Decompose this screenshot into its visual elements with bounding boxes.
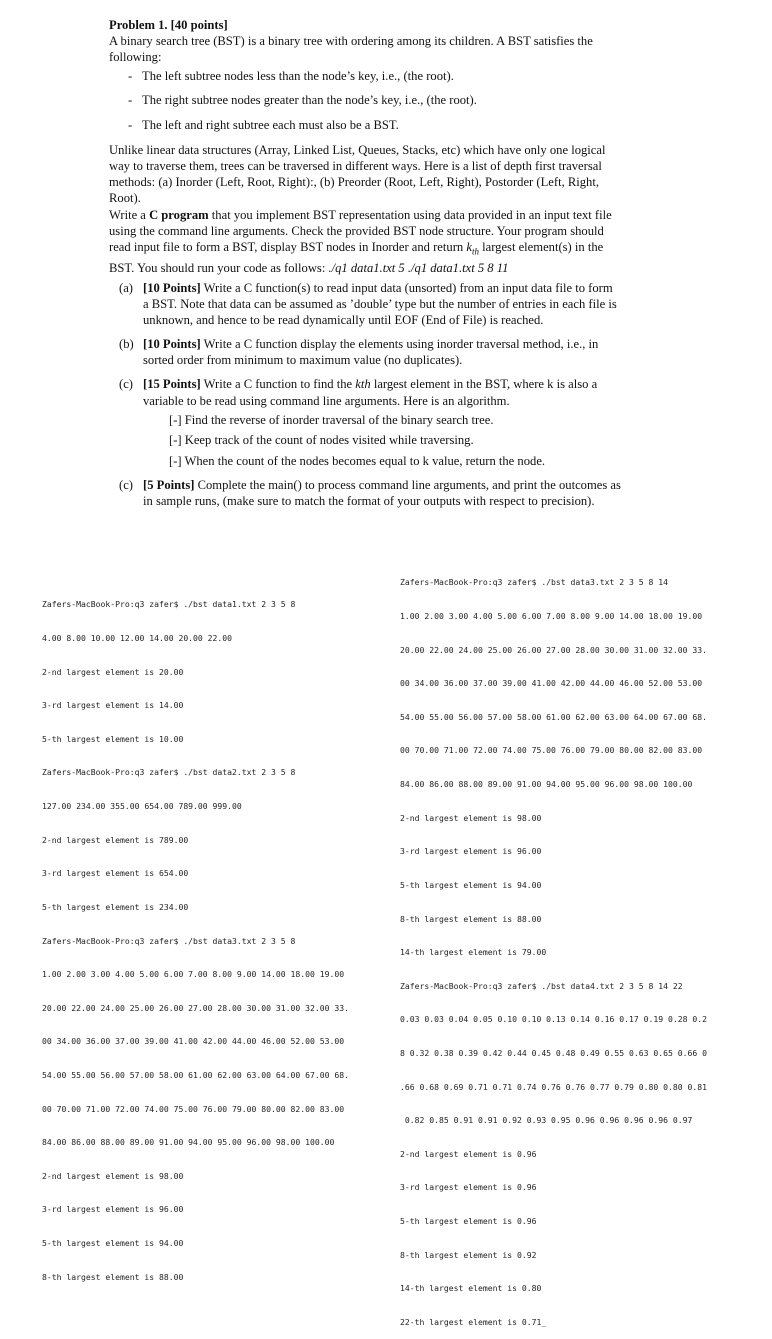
task-text-rest: that you implement BST representation using data provided in an input text file using the command line arguments. Check the provided BST node structure. Your program should read input file to form a BST, display BST nodes in Inorder and return bbox=[109, 207, 612, 254]
subtask-points: [5 Points] bbox=[143, 477, 195, 492]
terminal-line: 20.00 22.00 24.00 25.00 26.00 27.00 28.00 30.00 31.00 32.00 33. bbox=[400, 644, 707, 655]
subtasks bbox=[109, 280, 621, 509]
terminal-line: 2-nd largest element is 0.96 bbox=[400, 1148, 537, 1159]
terminal-line: Zafers-MacBook-Pro:q3 zafer$ ./bst data3.txt 2 3 5 8 bbox=[42, 935, 296, 946]
bst-properties-list bbox=[109, 68, 621, 134]
subtask-text: Write a C function(s) to read input data (unsorted) from an input data file to form a BST. Note that data can be assumed as ’double’ type but the number of entries in each file is unknown, and hence to be read dynamically until EOF (End of File) is reached. bbox=[143, 280, 617, 328]
kth-math-k: k bbox=[466, 239, 472, 254]
kth-math-subscript: th bbox=[471, 246, 479, 257]
subtask-c-main bbox=[109, 477, 621, 509]
subtask-points: [10 Points] bbox=[143, 280, 201, 295]
intro-paragraph: A binary search tree (BST) is a binary tree with ordering among its children. A BST satisfies the following: bbox=[109, 34, 593, 65]
terminal-line: 3-rd largest element is 0.96 bbox=[400, 1182, 537, 1193]
terminal-line: 3-rd largest element is 654.00 bbox=[42, 868, 189, 879]
terminal-line: 5-th largest element is 10.00 bbox=[42, 733, 184, 744]
terminal-line: 14-th largest element is 79.00 bbox=[400, 947, 547, 958]
list-item: - The left subtree nodes less than the node’s key, i.e., (the root). bbox=[128, 68, 621, 84]
subtask-text-after: largest element in the BST, where k is also a variable to be read using command line arguments. Here is an algorithm. bbox=[143, 377, 598, 408]
subtask-a bbox=[109, 280, 621, 329]
subtask-label: (c) bbox=[119, 477, 133, 492]
terminal-line: 5-th largest element is 94.00 bbox=[42, 1237, 184, 1248]
algorithm-step: [-] Find the reverse of inorder traversal of the binary search tree. bbox=[169, 412, 494, 427]
terminal-line: 2-nd largest element is 98.00 bbox=[400, 812, 542, 823]
task-paragraph bbox=[109, 207, 621, 276]
terminal-line: 00 34.00 36.00 37.00 39.00 41.00 42.00 44.00 46.00 52.00 53.00 bbox=[400, 678, 703, 689]
terminal-line: 5-th largest element is 94.00 bbox=[400, 879, 542, 890]
terminal-line: 54.00 55.00 56.00 57.00 58.00 61.00 62.00 63.00 64.00 67.00 68. bbox=[400, 711, 707, 722]
terminal-line: 8-th largest element is 88.00 bbox=[400, 913, 542, 924]
subtask-points: [10 Points] bbox=[143, 337, 201, 352]
subtask-text: Write a C function to find the bbox=[200, 377, 356, 392]
c-program-emphasis: C program bbox=[149, 207, 209, 222]
terminal-line: Zafers-MacBook-Pro:q3 zafer$ ./bst data2.txt 2 3 5 8 bbox=[42, 767, 296, 778]
terminal-line: 8-th largest element is 0.92 bbox=[400, 1249, 537, 1260]
run-command: ./q1 data1.txt 5 ./q1 data1.txt 5 8 11 bbox=[328, 260, 509, 275]
list-item: - The left and right subtree each must also be a BST. bbox=[128, 117, 621, 133]
terminal-output-left bbox=[42, 577, 394, 1294]
terminal-line: Zafers-MacBook-Pro:q3 zafer$ ./bst data1.txt 2 3 5 8 bbox=[42, 599, 296, 610]
terminal-line: Zafers-MacBook-Pro:q3 zafer$ ./bst data3.txt 2 3 5 8 14 bbox=[400, 577, 669, 588]
terminal-line: 4.00 8.00 10.00 12.00 14.00 20.00 22.00 bbox=[42, 633, 233, 644]
terminal-line: 54.00 55.00 56.00 57.00 58.00 61.00 62.00 63.00 64.00 67.00 68. bbox=[42, 1069, 349, 1080]
terminal-line: 2-nd largest element is 789.00 bbox=[42, 834, 189, 845]
task-text-rest2: largest element(s) in the BST. You should run your code as follows: bbox=[109, 239, 604, 275]
subtask-label: (c) bbox=[119, 377, 133, 392]
terminal-line: 1.00 2.00 3.00 4.00 5.00 6.00 7.00 8.00 9.00 14.00 18.00 19.00 bbox=[42, 969, 345, 980]
terminal-line: Zafers-MacBook-Pro:q3 zafer$ ./bst data4.txt 2 3 5 8 14 22 bbox=[400, 980, 683, 991]
task-text: Write a bbox=[109, 207, 150, 222]
terminal-line: 8 0.32 0.38 0.39 0.42 0.44 0.45 0.48 0.49 0.55 0.63 0.65 0.66 0 bbox=[400, 1047, 707, 1058]
terminal-line: 5-th largest element is 234.00 bbox=[42, 901, 189, 912]
traversal-paragraph: Unlike linear data structures (Array, Linked List, Queues, Stacks, etc) which have only one logical way to traverse them, trees can be traversed in different ways. Here is a list of depth first traversal methods: (a) Inorder (Left, Root, Right):, (b) Preorder (Root, Left, Right), Postorder (Left, Right, Root). bbox=[109, 142, 606, 206]
terminal-line: 3-rd largest element is 14.00 bbox=[42, 700, 184, 711]
subtask-label: (a) bbox=[119, 280, 133, 295]
subtask-label: (b) bbox=[119, 337, 134, 352]
subtask-b bbox=[109, 336, 621, 368]
terminal-line: 00 70.00 71.00 72.00 74.00 75.00 76.00 79.00 80.00 82.00 83.00 bbox=[400, 745, 703, 756]
algorithm-step: [-] When the count of the nodes becomes equal to k value, return the node. bbox=[169, 453, 546, 468]
subtask-c bbox=[109, 376, 621, 468]
terminal-line: 127.00 234.00 355.00 654.00 789.00 999.00 bbox=[42, 801, 242, 812]
problem-title: Problem 1. [40 points] bbox=[109, 18, 228, 32]
terminal-line: 00 70.00 71.00 72.00 74.00 75.00 76.00 79.00 80.00 82.00 83.00 bbox=[42, 1103, 345, 1114]
kth-math: kth bbox=[355, 377, 371, 392]
terminal-line: 84.00 86.00 88.00 89.00 91.00 94.00 95.00 96.00 98.00 100.00 bbox=[42, 1137, 335, 1148]
terminal-output-right bbox=[400, 555, 758, 1339]
terminal-line: 2-nd largest element is 98.00 bbox=[42, 1170, 184, 1181]
problem-document bbox=[109, 17, 621, 517]
terminal-line: 22-th largest element is 0.71_ bbox=[400, 1316, 547, 1327]
list-item: - The right subtree nodes greater than the node’s key, i.e., (the root). bbox=[128, 92, 621, 108]
subtask-text: Write a C function display the elements using inorder traversal method, i.e., in sorted order from minimum to maximum value (no duplicates). bbox=[143, 337, 599, 368]
terminal-line: 5-th largest element is 0.96 bbox=[400, 1215, 537, 1226]
terminal-line: 14-th largest element is 0.80 bbox=[400, 1283, 542, 1294]
terminal-line: 20.00 22.00 24.00 25.00 26.00 27.00 28.00 30.00 31.00 32.00 33. bbox=[42, 1002, 349, 1013]
terminal-line: 0.82 0.85 0.91 0.91 0.92 0.93 0.95 0.96 0.96 0.96 0.96 0.97 bbox=[400, 1115, 693, 1126]
terminal-line: 0.03 0.03 0.04 0.05 0.10 0.10 0.13 0.14 0.16 0.17 0.19 0.28 0.2 bbox=[400, 1014, 707, 1025]
algorithm-step: [-] Keep track of the count of nodes visited while traversing. bbox=[169, 433, 474, 448]
terminal-line: 84.00 86.00 88.00 89.00 91.00 94.00 95.00 96.00 98.00 100.00 bbox=[400, 779, 693, 790]
terminal-line: 3-rd largest element is 96.00 bbox=[42, 1204, 184, 1215]
terminal-line: 2-nd largest element is 20.00 bbox=[42, 666, 184, 677]
terminal-line: 3-rd largest element is 96.00 bbox=[400, 846, 542, 857]
terminal-line: .66 0.68 0.69 0.71 0.71 0.74 0.76 0.76 0.77 0.79 0.80 0.80 0.81 bbox=[400, 1081, 707, 1092]
terminal-line: 1.00 2.00 3.00 4.00 5.00 6.00 7.00 8.00 9.00 14.00 18.00 19.00 bbox=[400, 611, 703, 622]
subtask-text: Complete the main() to process command line arguments, and print the outcomes as in sample runs, (make sure to match the format of your outputs with respect to precision). bbox=[143, 477, 621, 508]
terminal-line: 8-th largest element is 88.00 bbox=[42, 1271, 184, 1282]
subtask-points: [15 Points] bbox=[143, 377, 201, 392]
terminal-line: 00 34.00 36.00 37.00 39.00 41.00 42.00 44.00 46.00 52.00 53.00 bbox=[42, 1036, 345, 1047]
algorithm-steps bbox=[169, 412, 621, 469]
